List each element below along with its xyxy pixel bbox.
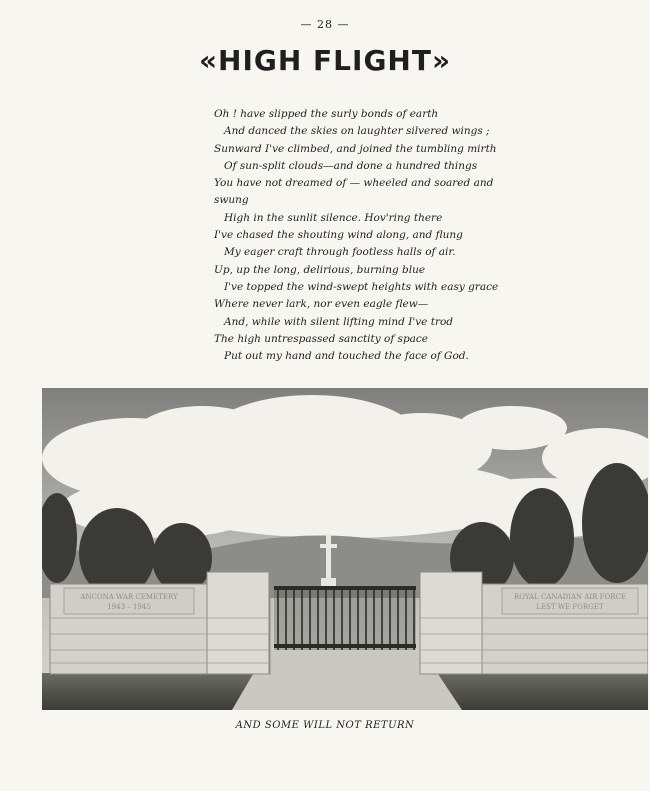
poem-line: I've chased the shouting wind along, and flung: [214, 229, 463, 242]
page-title: «HIGH FLIGHT»: [198, 44, 452, 77]
poem-line: I've topped the wind-swept heights with easy grace: [224, 280, 499, 293]
iron-gate: [274, 586, 416, 650]
right-plaque-line1: ROYAL CANADIAN AIR FORCE: [513, 593, 627, 601]
poem-line: Oh ! have slipped the surly bonds of earth: [214, 108, 439, 120]
photo-caption: AND SOME WILL NOT RETURN: [235, 720, 415, 731]
left-plaque-line1: ANCONA WAR CEMETERY: [80, 593, 178, 601]
poem-line: And, while with silent lifting mind I've trod: [224, 315, 454, 328]
left-plaque-line2: 1943 – 1945: [107, 603, 151, 611]
page-number: — 28 —: [300, 18, 350, 31]
poem-line: And danced the skies on laughter silvered wings ;: [224, 125, 490, 138]
poem-line: Put out my hand and touched the face of God.: [224, 350, 469, 363]
right-plaque-line2: LEST WE FORGET: [536, 603, 604, 611]
poem-line: The high untrespassed sanctity of space: [214, 332, 429, 345]
poem-line: Where never lark, nor even eagle flew—: [214, 298, 429, 311]
poem-line: Of sun-split clouds—and done a hundred things: [224, 159, 478, 172]
poem-line: Up, up the long, delirious, burning blue: [214, 263, 426, 276]
cemetery-photo: [42, 388, 648, 710]
poem: [214, 106, 514, 365]
poem-line: High in the sunlit silence. Hov'ring there: [224, 211, 443, 224]
poem-line: Sunward I've climbed, and joined the tumbling mirth: [214, 142, 497, 155]
poem-line: My eager craft through footless halls of air.: [224, 246, 456, 259]
poem-line: You have not dreamed of — wheeled and soared and swung: [214, 177, 494, 207]
